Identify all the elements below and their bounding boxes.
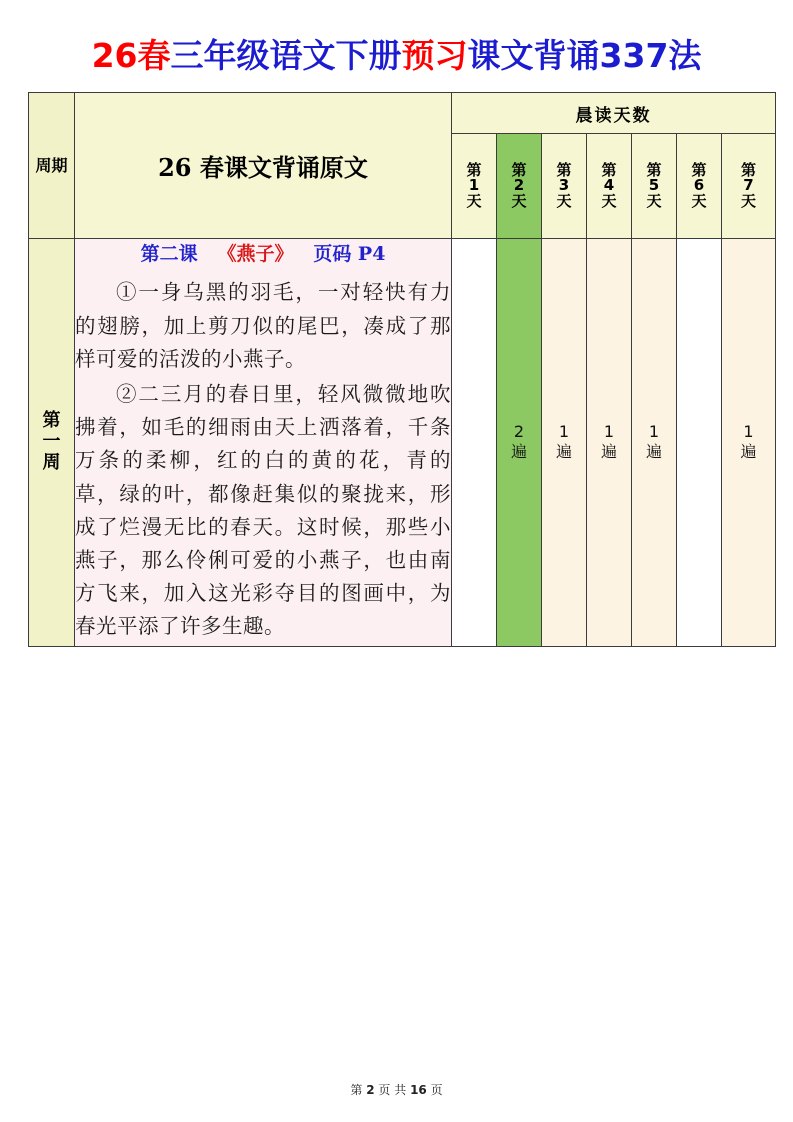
count-day-4-unit: 遍 (600, 442, 617, 462)
recitation-table (28, 92, 776, 646)
header-day-5 (632, 134, 677, 239)
row-cycle-week (29, 239, 75, 646)
count-day-3-number: 1 (558, 422, 570, 442)
header-day-7-suffix: 天 (740, 192, 756, 211)
header-day-5-prefix: 第 (646, 160, 662, 179)
header-day-7-prefix: 第 (740, 160, 756, 179)
page-title (28, 38, 765, 74)
header-day-6-number: 6 (693, 176, 705, 195)
footer-prefix: 第 (350, 1083, 363, 1097)
header-day-3-number: 3 (558, 176, 570, 195)
table-header-row-1 (29, 93, 776, 134)
header-text-column (75, 93, 452, 239)
title-segment-4: 课文背诵337法 (467, 36, 702, 75)
page-footer (0, 1081, 793, 1098)
header-days-group-label: 晨读天数 (575, 105, 652, 126)
count-day-2[interactable] (497, 239, 542, 646)
count-day-3-unit: 遍 (555, 442, 572, 462)
row-lesson-content (75, 239, 452, 646)
count-day-7-number: 1 (743, 422, 754, 442)
count-day-4-number: 1 (603, 422, 615, 442)
row-cycle-char-3: 周 (42, 451, 61, 473)
count-day-6[interactable] (677, 239, 722, 646)
header-day-6 (677, 134, 722, 239)
header-day-1 (452, 134, 497, 239)
count-day-3[interactable] (542, 239, 587, 646)
count-day-5[interactable] (632, 239, 677, 646)
header-day-3-prefix: 第 (556, 160, 572, 179)
title-segment-1: 26春 (91, 36, 171, 75)
row-cycle-char-1: 第 (42, 410, 61, 432)
header-day-4 (587, 134, 632, 239)
header-day-2-suffix: 天 (511, 192, 527, 211)
header-day-7 (722, 134, 776, 239)
header-cycle (29, 93, 75, 239)
header-day-2-number: 2 (513, 176, 525, 195)
header-day-3-suffix: 天 (556, 192, 572, 211)
footer-current-page: 2 (366, 1083, 375, 1097)
header-days-group (452, 93, 776, 134)
count-day-7[interactable] (722, 239, 776, 646)
header-text-label: 26 春课文背诵原文 (158, 153, 368, 183)
count-day-5-unit: 遍 (645, 442, 662, 462)
count-day-2-number: 2 (513, 422, 525, 442)
lesson-heading (75, 239, 451, 266)
header-day-1-number: 1 (468, 176, 480, 195)
header-day-6-suffix: 天 (691, 192, 707, 211)
header-day-4-prefix: 第 (601, 160, 617, 179)
lesson-page-label: 页码 P4 (313, 243, 386, 266)
count-day-7-unit: 遍 (740, 442, 757, 462)
header-day-1-prefix: 第 (466, 160, 482, 179)
header-day-4-suffix: 天 (601, 192, 617, 211)
lesson-paragraph-2: ②二三月的春日里，轻风微微地吹拂着，如毛的细雨由天上洒落着，千条万条的柔柳，红的白的黄的花，青的草，绿的叶，都像赶集似的聚拢来，形成了烂漫无比的春天。这时候，那些小燕子，那么伶俐可爱的小燕子，也由南方飞来，加入这光彩夺目的图画中，为春光平添了许多生趣。 (75, 381, 451, 639)
header-day-1-suffix: 天 (466, 192, 482, 211)
header-day-3 (542, 134, 587, 239)
footer-suffix: 页 (430, 1083, 443, 1097)
title-segment-3: 预习 (401, 36, 468, 75)
table-row (29, 239, 776, 646)
header-day-2-prefix: 第 (511, 160, 527, 179)
header-day-5-suffix: 天 (646, 192, 662, 211)
lesson-paragraph-1: ①一身乌黑的羽毛，一对轻快有力的翅膀，加上剪刀似的尾巴，凑成了那样可爱的活泼的小燕子。 (75, 280, 451, 371)
count-day-5-number: 1 (648, 422, 660, 442)
header-day-2 (497, 134, 542, 239)
count-day-2-unit: 遍 (510, 442, 527, 462)
count-day-1[interactable] (452, 239, 497, 646)
header-day-4-number: 4 (603, 176, 615, 195)
lesson-name: 《燕子》 (217, 243, 294, 266)
header-day-7-number: 7 (743, 176, 754, 195)
header-day-6-prefix: 第 (691, 160, 707, 179)
row-cycle-char-2: 一 (42, 431, 61, 453)
footer-total-pages: 16 (410, 1083, 427, 1097)
lesson-number: 第二课 (140, 243, 198, 266)
header-cycle-label: 周期 (35, 155, 68, 175)
title-segment-2: 三年级语文下册 (170, 36, 402, 75)
footer-mid: 页 共 (378, 1083, 407, 1097)
count-day-4[interactable] (587, 239, 632, 646)
header-day-5-number: 5 (648, 176, 660, 195)
